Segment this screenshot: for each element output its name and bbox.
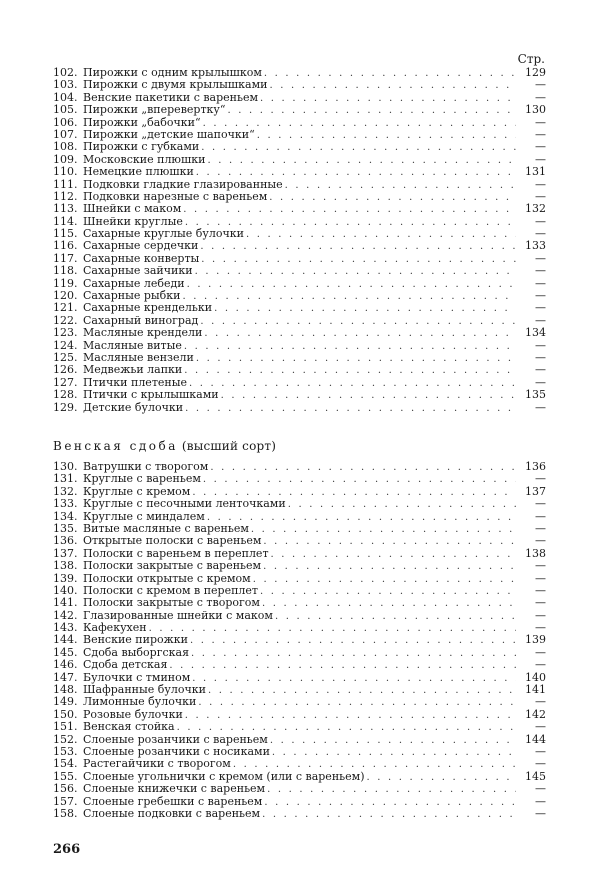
entry-page: — [535,806,546,820]
entry-page: — [535,152,546,166]
dot-leader [185,710,516,722]
contents-entry [53,104,546,116]
contents-entry [53,364,546,376]
contents-entry [53,203,546,215]
entry-page: — [535,794,546,808]
entry-page: — [535,251,546,265]
entry-page: — [535,608,546,622]
entry-page: — [535,276,546,290]
entry-title: Немецкие плюшки [83,165,194,179]
entry-title: Слоеные угольнички с кремом (или с вареньем) [83,769,365,783]
dot-leader [271,549,516,561]
contents-entry [53,473,546,485]
section-subtitle: (высший сорт) [181,439,277,453]
entry-number: 151. [53,720,78,734]
entry-title: Пирожки с двумя крылышками [83,78,268,92]
contents-entry [53,808,546,820]
entry-title: Лимонные булочки [83,695,197,709]
page-column-header: Стр. [517,52,545,66]
dot-leader [192,673,516,685]
entry-number: 113. [53,202,78,216]
entry-title: Пирожки с одним крылышком [83,66,262,79]
dot-leader [262,809,516,821]
entry-page: — [535,227,546,241]
entry-title: Слоеные розанчики с носиками [83,744,270,758]
entry-title: Детские булочки [83,400,184,414]
entry-number: 133. [53,497,78,511]
entry-page: — [535,78,546,92]
contents-entry [53,141,546,153]
contents-entry [53,758,546,770]
entry-page: — [535,497,546,511]
entry-title: Птички с крылышками [83,388,219,402]
dot-leader [184,365,516,377]
contents-entry [53,79,546,91]
entry-page: — [535,189,546,203]
entry-number: 148. [53,683,78,697]
contents-entry [53,721,546,733]
entry-title: Сдоба детская [83,658,168,672]
entry-title: Шнейки с маком [83,202,182,216]
entry-title: Сахарные круглые булочки [83,227,244,241]
dot-leader [246,229,516,241]
entry-page: — [535,534,546,548]
dot-leader [191,648,516,660]
entry-page: 131 [525,165,546,179]
entry-page: 145 [525,769,546,783]
entry-page: 133 [525,239,546,253]
entry-page: — [535,338,546,352]
entry-number: 135. [53,521,78,535]
contents-entry [53,498,546,510]
dot-leader [264,797,516,809]
entry-page: — [535,127,546,141]
entry-page: 138 [525,546,546,560]
entry-page: — [535,658,546,672]
dot-leader [228,105,517,117]
entry-title: Шафранные булочки [83,683,206,697]
contents-entry [53,634,546,646]
entry-number: 137. [53,546,78,560]
entry-page: — [535,720,546,734]
entry-page: — [535,509,546,523]
dot-leader [187,279,516,291]
entry-title: Венские пирожки [83,633,188,647]
entry-number: 104. [53,90,78,104]
entry-page: — [535,521,546,535]
entry-title: Птички плетеные [83,375,188,389]
dot-leader [270,735,516,747]
dot-leader [263,561,516,573]
entry-page: 136 [525,460,546,473]
entry-title: Масляные вензели [83,350,194,364]
entry-number: 132. [53,484,78,498]
entry-page: 137 [525,484,546,498]
entry-number: 153. [53,744,78,758]
entry-number: 114. [53,214,78,228]
entry-number: 124. [53,338,78,352]
entry-page: — [535,645,546,659]
entry-page: — [535,583,546,597]
entry-title: Круглые с миндалем [83,509,205,523]
contents-entry [53,240,546,252]
entry-page: 130 [525,103,546,117]
entry-number: 115. [53,227,78,241]
entry-title: Булочки с тмином [83,670,191,684]
entry-title: Открытые полоски с вареньем [83,534,262,548]
page-number: 266 [53,842,81,857]
contents-entry [53,327,546,339]
entry-title: Растегайчики с творогом [83,757,231,771]
entry-number: 109. [53,152,78,166]
entry-number: 106. [53,115,78,129]
entry-title: Сахарные рыбки [83,289,181,303]
entry-page: 140 [525,670,546,684]
entry-page: 132 [525,202,546,216]
entry-title: Подковки нарезные с вареньем [83,189,268,203]
entry-number: 118. [53,264,78,278]
contents-entry [53,696,546,708]
entry-title: Глазированные шнейки с маком [83,608,273,622]
dot-leader [149,623,516,635]
dot-leader [251,524,516,536]
entry-number: 117. [53,251,78,265]
entry-page: 144 [525,732,546,746]
entry-number: 111. [53,177,78,191]
entry-title: Московские плюшки [83,152,206,166]
entry-title: Круглые с песочными ленточками [83,497,286,511]
entry-number: 134. [53,509,78,523]
entry-page: 142 [525,707,546,721]
entry-number: 150. [53,707,78,721]
entry-title: Розовые булочки [83,707,183,721]
entry-title: Полоски закрытые с вареньем [83,559,262,573]
entry-number: 143. [53,621,78,635]
contents-entry [53,535,546,547]
entry-page: 141 [525,683,546,697]
entry-page: — [535,177,546,191]
dot-leader [196,353,516,365]
section-title: Венская сдоба [53,439,178,453]
entry-page: — [535,757,546,771]
entry-number: 155. [53,769,78,783]
entry-number: 107. [53,127,78,141]
entry-number: 141. [53,596,78,610]
entry-page: 135 [525,388,546,402]
entry-number: 131. [53,472,78,486]
entry-page: — [535,472,546,486]
dot-leader [260,93,516,105]
contents-entry [53,560,546,572]
dot-leader [169,660,516,672]
entry-number: 139. [53,571,78,585]
entry-page: — [535,140,546,154]
entry-title: Сдоба выборгская [83,645,190,659]
dot-leader [201,142,516,154]
dot-leader [200,241,516,253]
entry-title: Сахарные лебеди [83,276,185,290]
dot-leader [214,303,516,315]
entry-page: — [535,214,546,228]
dot-leader [198,697,516,709]
entry-page: — [535,115,546,129]
entry-number: 119. [53,276,78,290]
entry-title: Кафекухен [83,621,147,635]
entry-number: 125. [53,350,78,364]
entry-number: 102. [53,66,78,79]
dot-leader [208,685,516,697]
entry-title: Венская стойка [83,720,175,734]
dot-leader [269,80,516,92]
entry-title: Масляные витые [83,338,182,352]
entry-title: Сахарные крендельки [83,301,213,315]
dot-leader [221,390,516,402]
dot-leader [269,192,516,204]
entry-page: — [535,782,546,796]
entry-number: 116. [53,239,78,253]
entry-number: 129. [53,400,78,414]
contents-entry [53,659,546,671]
entry-title: Ватрушки с творогом [83,460,209,473]
entry-number: 157. [53,794,78,808]
entry-number: 103. [53,78,78,92]
contents-entry [53,402,546,414]
contents-entry [53,265,546,277]
entry-page: — [535,559,546,573]
entry-number: 127. [53,375,78,389]
entry-number: 121. [53,301,78,315]
entry-number: 123. [53,326,78,340]
entry-title: Шнейки круглые [83,214,183,228]
entry-number: 108. [53,140,78,154]
entry-page: — [535,400,546,414]
entry-title: Пирожки с губками [83,140,200,154]
entry-number: 112. [53,189,78,203]
entry-page: — [535,596,546,610]
dot-leader [204,328,516,340]
dot-leader [184,341,516,353]
entry-number: 120. [53,289,78,303]
entry-title: Круглые с вареньем [83,472,201,486]
entry-page: — [535,375,546,389]
entry-number: 152. [53,732,78,746]
dot-leader [203,474,516,486]
entry-page: — [535,289,546,303]
dot-leader [257,130,516,142]
entry-page: 129 [525,66,546,79]
entry-number: 136. [53,534,78,548]
dot-leader [183,204,516,216]
entry-title: Венские пакетики с вареньем [83,90,259,104]
dot-leader [285,180,516,192]
section-heading [53,439,276,453]
entry-page: — [535,301,546,315]
entry-page: — [535,621,546,635]
entry-title: Масляные крендели [83,326,203,340]
entry-page: — [535,363,546,377]
entry-title: Пирожки „детские шапочки“ [83,127,255,141]
entry-title: Полоски с вареньем в переплет [83,546,269,560]
contents-list-1 [53,67,546,414]
entry-number: 105. [53,103,78,117]
dot-leader [367,772,517,784]
entry-number: 138. [53,559,78,573]
dot-leader [189,378,516,390]
entry-number: 140. [53,583,78,597]
dot-leader [264,68,516,80]
entry-number: 145. [53,645,78,659]
entry-number: 126. [53,363,78,377]
dot-leader [275,611,516,623]
entry-title: Полоски закрытые с творогом [83,596,260,610]
entry-page: 134 [525,326,546,340]
entry-number: 158. [53,806,78,820]
dot-leader [262,598,516,610]
entry-page: — [535,744,546,758]
contents-entry [53,389,546,401]
entry-number: 142. [53,608,78,622]
entry-title: Слоеные розанчики с вареньем [83,732,268,746]
dot-leader [183,291,517,303]
dot-leader [288,499,516,511]
dot-leader [200,316,516,328]
entry-page: — [535,313,546,327]
entry-number: 128. [53,388,78,402]
contents-entry [53,597,546,609]
entry-title: Подковки гладкие глазированные [83,177,283,191]
entry-number: 147. [53,670,78,684]
entry-page: 139 [525,633,546,647]
dot-leader [207,512,516,524]
entry-number: 122. [53,313,78,327]
entry-title: Полоски открытые с кремом [83,571,251,585]
entry-page: — [535,90,546,104]
dot-leader [195,266,516,278]
contents-entry [53,783,546,795]
contents-entry [53,302,546,314]
dot-leader [190,635,516,647]
entry-title: Слоеные гребешки с вареньем [83,794,263,808]
entry-title: Пирожки „вперевертку“ [83,103,226,117]
entry-page: — [535,695,546,709]
dot-leader [253,574,516,586]
dot-leader [210,462,516,474]
dot-leader [201,254,516,266]
dot-leader [260,586,516,598]
entry-page: — [535,571,546,585]
dot-leader [272,747,516,759]
entry-title: Витые масляные с вареньем [83,521,249,535]
entry-title: Сахарные сердечки [83,239,199,253]
dot-leader [267,784,516,796]
entry-page: — [535,264,546,278]
contents-list-2 [53,461,546,820]
entry-title: Слоеные книжечки с вареньем [83,782,266,796]
entry-title: Медвежьи лапки [83,363,183,377]
entry-title: Сахарные конверты [83,251,200,265]
entry-number: 130. [53,460,78,473]
entry-number: 110. [53,165,78,179]
entry-number: 144. [53,633,78,647]
dot-leader [185,403,516,415]
entry-title: Сахарные зайчики [83,264,193,278]
entry-number: 149. [53,695,78,709]
entry-number: 146. [53,658,78,672]
entry-number: 154. [53,757,78,771]
dot-leader [263,536,516,548]
entry-title: Круглые с кремом [83,484,191,498]
entry-number: 156. [53,782,78,796]
entry-title: Полоски с кремом в переплет [83,583,259,597]
dot-leader [207,155,516,167]
entry-title: Пирожки „бабочки“ [83,115,201,129]
entry-title: Сахарный виноград [83,313,199,327]
entry-title: Слоеные подковки с вареньем [83,806,261,820]
contents-entry [53,166,546,178]
entry-page: — [535,350,546,364]
